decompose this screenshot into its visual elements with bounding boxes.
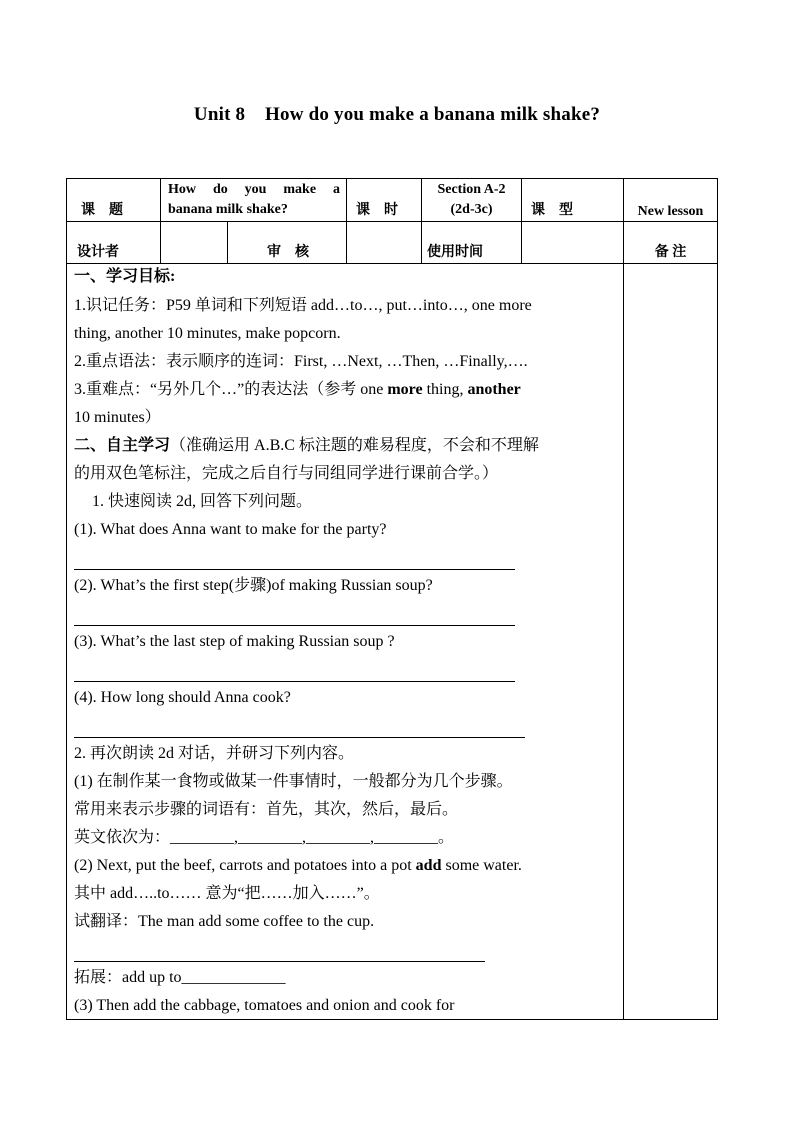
- translation-blank[interactable]: [74, 961, 485, 962]
- question-2: (2). What’s the first step(步骤)of making Russian soup?: [74, 577, 433, 594]
- type-value: New lesson: [637, 204, 704, 219]
- lesson-plan-table: [66, 178, 718, 1020]
- section-line2: (2d-3c): [450, 202, 493, 217]
- point-1-line1: (1) 在制作某一食物或做某一件事情时，一般都分为几个步骤。: [74, 773, 513, 790]
- question-1: (1). What does Anna want to make for the party?: [74, 521, 387, 538]
- col-divider-4: [521, 179, 522, 263]
- page-title: Unit 8 How do you make a banana milk shake?: [193, 104, 601, 125]
- objective-1-line2: thing, another 10 minutes, make popcorn.: [74, 325, 341, 342]
- topic-value-line2: banana milk shake?: [168, 202, 288, 217]
- objective-3-line2: 10 minutes）: [74, 409, 161, 426]
- section-line1: Section A-2: [437, 182, 506, 197]
- row-divider-1: [67, 221, 717, 222]
- col-divider-1: [160, 179, 161, 263]
- type-label: 课 型: [531, 203, 573, 218]
- use-time-label: 使用时间: [427, 245, 483, 260]
- topic-value-line1: How do you make a: [168, 182, 340, 197]
- task-1: 1. 快速阅读 2d, 回答下列问题。: [92, 493, 313, 510]
- section2-intro-b: 的用双色笔标注，完成之后自行与同组同学进行课前合学。）: [74, 465, 499, 482]
- question-4: (4). How long should Anna cook?: [74, 689, 291, 706]
- task-2: 2. 再次朗读 2d 对话，并研习下列内容。: [74, 745, 355, 762]
- hours-label: 课 时: [356, 203, 398, 218]
- topic-label: 课 题: [81, 203, 123, 218]
- point-2-line2: 其中 add…..to…… 意为“把……加入……”。: [74, 885, 380, 902]
- question-3: (3). What’s the last step of making Russian soup ?: [74, 633, 395, 650]
- section1-heading: 一、学习目标:: [74, 268, 176, 285]
- objective-3-line1: 3.重难点：“另外几个…”的表达法（参考 one more thing, another: [74, 381, 521, 398]
- review-label: 审 核: [267, 245, 309, 260]
- point-2-line1: (2) Next, put the beef, carrots and potatoes into a pot add some water.: [74, 857, 522, 874]
- answer-blank-4[interactable]: [74, 737, 525, 738]
- col-divider-1b: [227, 221, 228, 263]
- notes-column-divider: [623, 179, 624, 1019]
- section2-intro-a: （准确运用 A.B.C 标注题的难易程度，不会和不理解: [170, 437, 539, 454]
- col-divider-2: [346, 179, 347, 263]
- section2-heading: 二、自主学习: [74, 437, 171, 454]
- extension-line: 拓展：add up to_____________: [74, 969, 286, 986]
- answer-blank-1[interactable]: [74, 569, 515, 570]
- row-divider-2: [67, 263, 717, 264]
- point-2-line3: 试翻译：The man add some coffee to the cup.: [74, 913, 375, 930]
- point-1-line2: 常用来表示步骤的词语有：首先，其次，然后，最后。: [74, 801, 459, 818]
- objective-2: 2.重点语法：表示顺序的连词：First, …Next, …Then, …Finally,….: [74, 353, 528, 370]
- answer-blank-3[interactable]: [74, 681, 515, 682]
- point-1-line3: 英文依次为：________,________,________,________。: [74, 829, 455, 846]
- notes-label: 备 注: [654, 245, 687, 260]
- point-3-line1: (3) Then add the cabbage, tomatoes and onion and cook for: [74, 997, 455, 1014]
- objective-1-line1: 1.识记任务：P59 单词和下列短语 add…to…, put…into…, one more: [74, 297, 532, 314]
- designer-label: 设计者: [77, 245, 119, 260]
- section2-heading-line: [74, 436, 539, 456]
- answer-blank-2[interactable]: [74, 625, 515, 626]
